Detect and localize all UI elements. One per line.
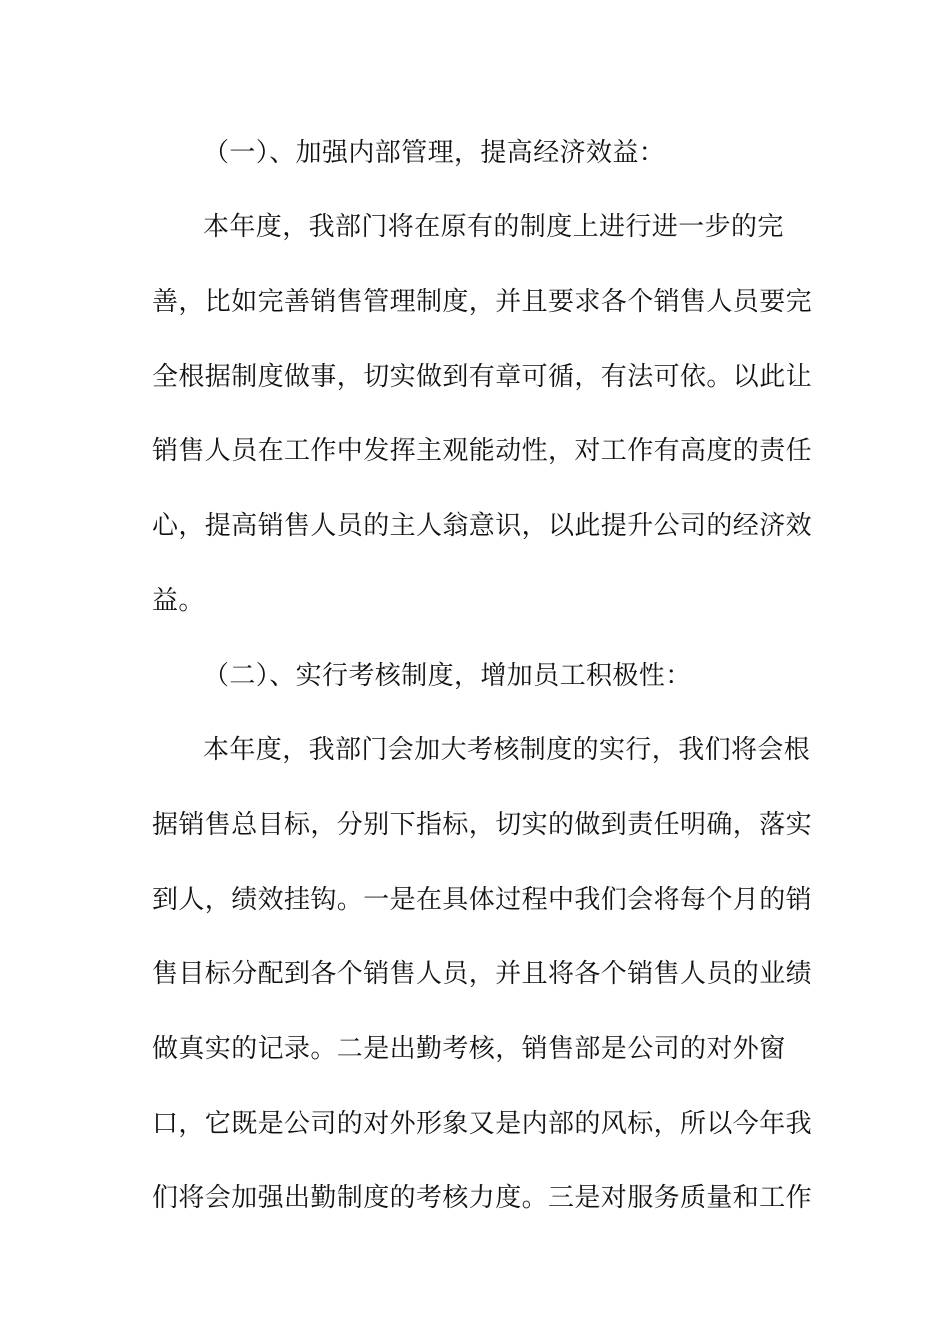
paragraph-1-line-3: 全根据制度做事，切实做到有章可循，有法可依。以此让 (152, 362, 813, 392)
paragraph-2-line-6: 口，它既是公司的对外形象又是内部的风标，所以今年我 (152, 1109, 813, 1139)
paragraph-2-line-5: 做真实的记录。二是出勤考核，销售部是公司的对外窗 (152, 1034, 786, 1064)
paragraph-1-line-1: 本年度，我部门将在原有的制度上进行进一步的完 (203, 212, 784, 242)
section-heading-1: （一）、加强内部管理，提高经济效益： (203, 138, 666, 168)
paragraph-2-line-3: 到人，绩效挂钩。一是在具体过程中我们会将每个月的销 (152, 885, 813, 915)
paragraph-1-line-5: 心，提高销售人员的主人翁意识，以此提升公司的经济效 (152, 511, 813, 541)
paragraph-1-line-4: 销售人员在工作中发挥主观能动性，对工作有高度的责任 (152, 436, 813, 466)
section-heading-2: （二）、实行考核制度，增加员工积极性： (203, 661, 692, 691)
paragraph-2-line-1: 本年度，我部门会加大考核制度的实行，我们将会根 (203, 735, 811, 765)
paragraph-2-line-4: 售目标分配到各个销售人员，并且将各个销售人员的业绩 (152, 959, 813, 989)
paragraph-1-line-6: 益。 (152, 586, 205, 616)
paragraph-2-line-7: 们将会加强出勤制度的考核力度。三是对服务质量和工作 (152, 1183, 813, 1213)
paragraph-2-line-2: 据销售总目标，分别下指标，切实的做到责任明确，落实 (152, 810, 813, 840)
paragraph-1-line-2: 善，比如完善销售管理制度，并且要求各个销售人员要完 (152, 287, 813, 317)
